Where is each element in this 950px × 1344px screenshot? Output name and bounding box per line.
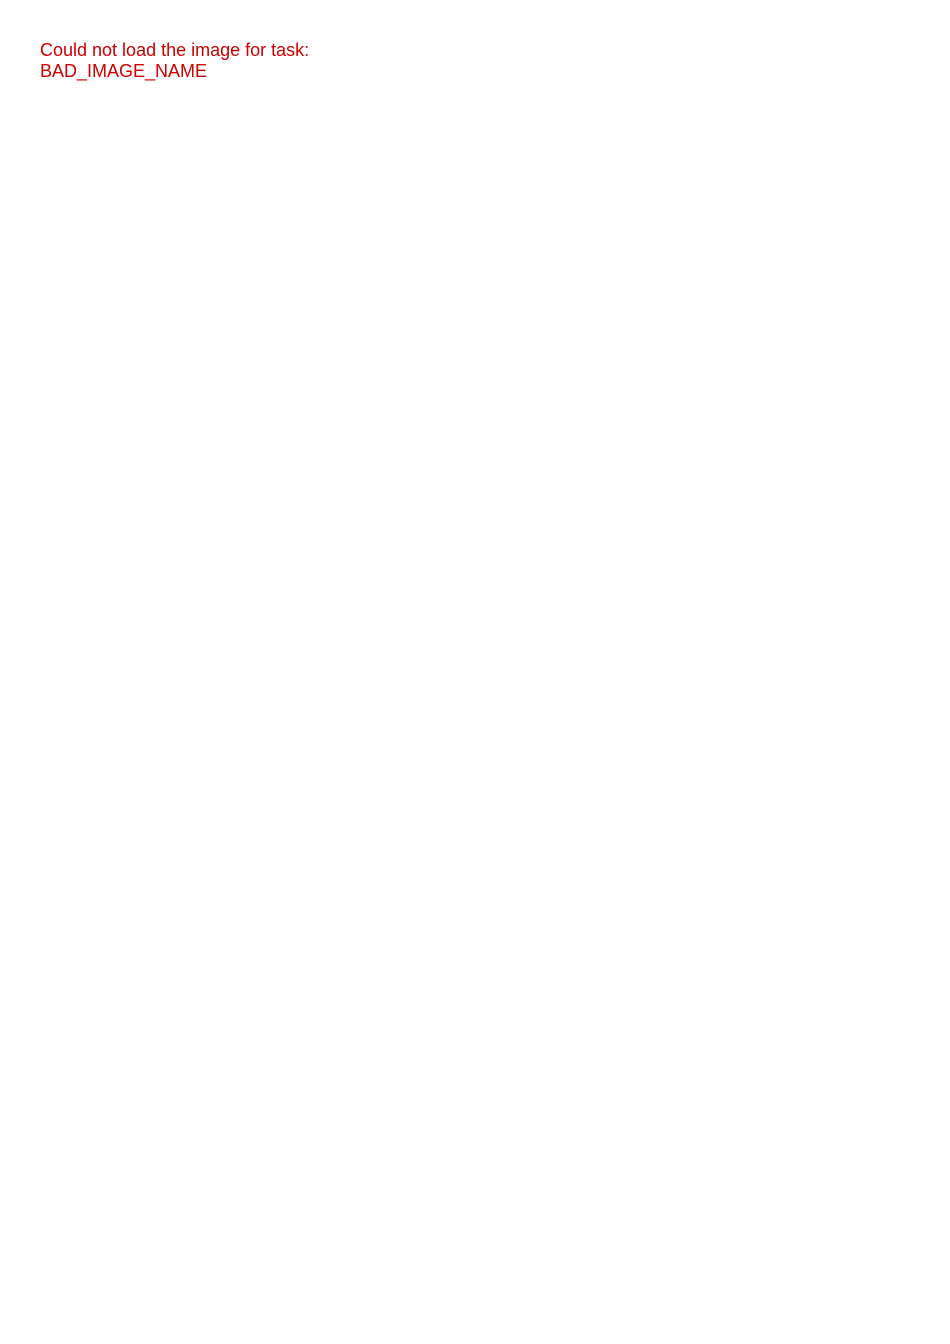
error-code: BAD_IMAGE_NAME bbox=[40, 61, 208, 81]
error-text: Could not load the image for task: bbox=[40, 40, 310, 60]
error-message bbox=[40, 40, 309, 82]
